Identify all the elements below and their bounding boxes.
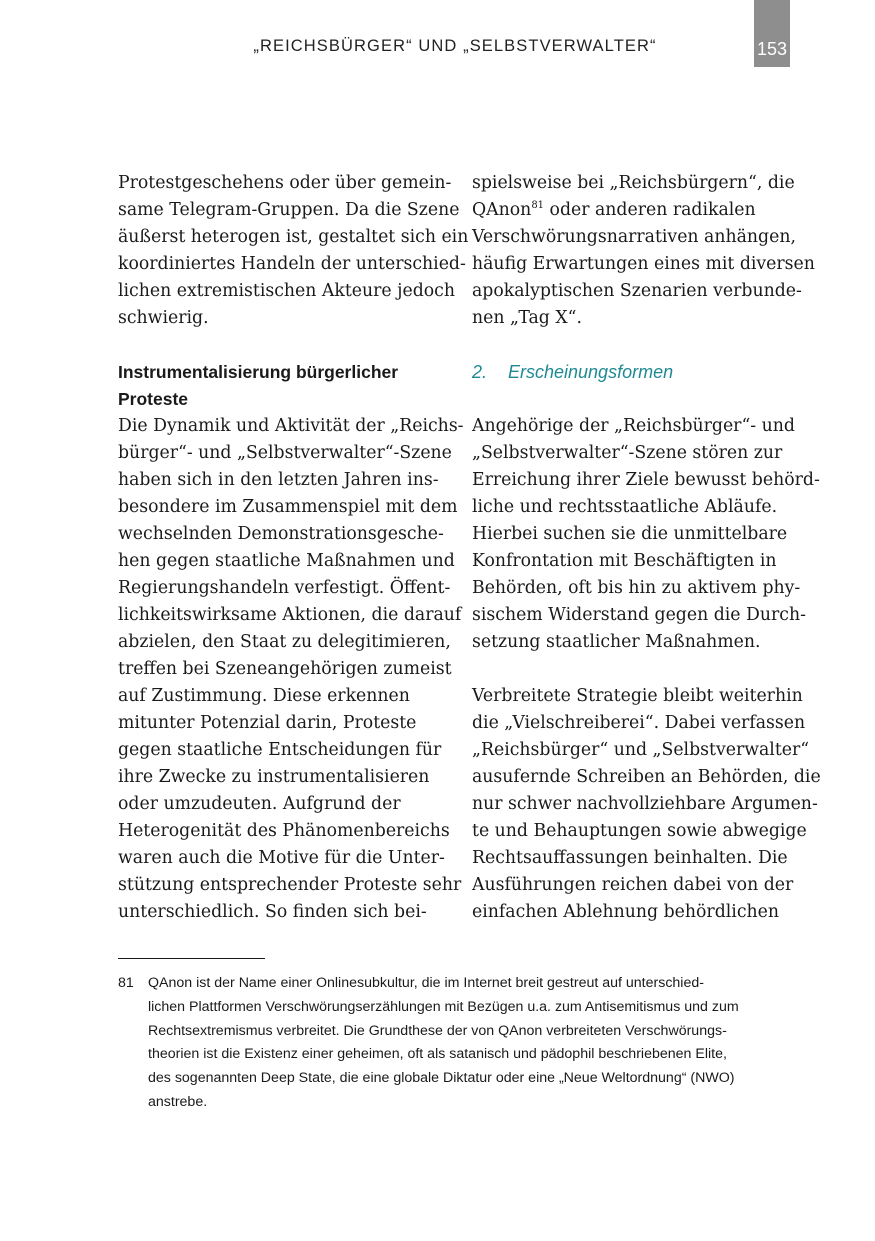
text-line: lichkeitswirksame Aktionen, die darauf (118, 605, 462, 625)
footnote-line: lichen Plattformen Verschwörungserzählungen mit Bezügen u.a. zum Antisemitismus und zum (148, 998, 739, 1015)
text-line: waren auch die Motive für die Unter- (118, 848, 445, 868)
text-line: oder umzudeuten. Aufgrund der (118, 794, 401, 814)
text-line: Angehörige der „Reichsbürger“- und (472, 416, 795, 436)
text-line: same Telegram-Gruppen. Da die Szene (118, 200, 460, 220)
right-paragraph-2 (472, 413, 820, 656)
footnote-line: des sogenannten Deep State, die eine globale Diktatur oder eine „Neue Weltordnung“ (NWO) (148, 1070, 735, 1087)
text-fragment: QAnon (472, 200, 532, 220)
text-line: haben sich in den letzten Jahren ins- (118, 470, 439, 490)
right-paragraph-1 (472, 170, 815, 332)
left-paragraph-2 (118, 413, 464, 926)
text-line: wechselnden Demonstrationsgesche- (118, 524, 444, 544)
footnote-reference[interactable]: 81 (531, 200, 545, 212)
text-line: ihre Zwecke zu instrumentalisieren (118, 767, 430, 787)
text-line: Ausführungen reichen dabei von der (472, 875, 794, 895)
footnote-line: theorien ist die Existenz einer geheimen, oft als satanisch und pädophil beschriebenen Elite, (148, 1046, 727, 1063)
text-line: besondere im Zusammenspiel mit dem (118, 497, 458, 517)
text-line: Behörden, oft bis hin zu aktivem phy- (472, 578, 801, 598)
text-line: spielsweise bei „Reichsbürgern“, die (472, 173, 795, 193)
text-line: Die Dynamik und Aktivität der „Reichs- (118, 416, 464, 436)
subheading-instrumentalisierung (118, 359, 438, 413)
footnote-number: 81 (118, 975, 134, 991)
text-line: „Selbstverwalter“-Szene stören zur (472, 443, 783, 463)
text-line: setzung staatlicher Maßnahmen. (472, 632, 761, 652)
text-line: sischem Widerstand gegen die Durch- (472, 605, 806, 625)
page-number-label: 153 (756, 39, 788, 59)
text-line: Konfrontation mit Beschäftigten in (472, 551, 777, 571)
text-line: Rechtsauffassungen beinhalten. Die (472, 848, 788, 868)
subheading-line: Instrumentalisierung bürgerlicher (118, 362, 399, 382)
footnote-line: QAnon ist der Name einer Onlinesubkultur, die im Internet breit gestreut auf unterschied- (148, 975, 704, 991)
text-line: abzielen, den Staat zu delegitimieren, (118, 632, 451, 652)
text-line: gegen staatliche Entscheidungen für (118, 740, 442, 760)
text-line: ausufernde Schreiben an Behörden, die (472, 767, 821, 787)
text-line: apokalyptischen Szenarien verbunde- (472, 281, 802, 301)
text-line: schwierig. (118, 308, 209, 328)
text-line: unterschiedlich. So finden sich bei- (118, 902, 427, 922)
text-line: Protestgeschehens oder über gemein- (118, 173, 452, 193)
section-number: 2. (472, 362, 488, 382)
text-line (472, 197, 792, 224)
left-paragraph-1 (118, 170, 469, 332)
text-line: Erreichung ihrer Ziele bewusst behörd- (472, 470, 820, 490)
footnote-text (148, 972, 798, 1115)
footnote-81 (118, 972, 798, 1115)
page-number (754, 0, 790, 67)
text-line: einfachen Ablehnung behördlichen (472, 902, 779, 922)
section-title: Erscheinungsformen (508, 362, 674, 382)
right-column (472, 170, 821, 926)
footnote-line: anstrebe. (148, 1093, 208, 1110)
text-line: bürger“- und „Selbstverwalter“-Szene (118, 443, 452, 463)
left-column (118, 170, 469, 926)
text-line: nen „Tag X“. (472, 308, 582, 328)
text-line: Heterogenität des Phänomenbereichs (118, 821, 450, 841)
text-line: die „Vielschreiberei“. Dabei verfassen (472, 713, 806, 733)
text-fragment: oder anderen radikalen (544, 200, 756, 220)
text-line: liche und rechtsstaatliche Abläufe. (472, 497, 778, 517)
text-line: häufig Erwartungen eines mit diversen (472, 254, 815, 274)
text-line: te und Behauptungen sowie abwegige (472, 821, 807, 841)
running-header: „REICHSBÜRGER“ UND „SELBSTVERWALTER“ (253, 37, 657, 55)
text-line: nur schwer nachvollziehbare Argumen- (472, 794, 818, 814)
text-line: hen gegen staatliche Maßnahmen und (118, 551, 455, 571)
text-line: äußerst heterogen ist, gestaltet sich ein (118, 227, 469, 247)
section-heading-erscheinungsformen (472, 359, 792, 386)
text-line: treffen bei Szeneangehörigen zumeist (118, 659, 452, 679)
text-line: stützung entsprechender Proteste sehr (118, 875, 462, 895)
footnote-line: Rechtsextremismus verbreitet. Die Grundthese der von QAnon verbreiteten Verschwörungs- (148, 1022, 727, 1039)
text-line: Verbreitete Strategie bleibt weiterhin (472, 686, 803, 706)
text-line: lichen extremistischen Akteure jedoch (118, 281, 455, 301)
text-line: „Reichsbürger“ und „Selbstverwalter“ (472, 740, 810, 760)
text-line: auf Zustimmung. Diese erkennen (118, 686, 410, 706)
text-line: mitunter Potenzial darin, Proteste (118, 713, 417, 733)
right-paragraph-3 (472, 683, 821, 926)
text-line: Verschwörungsnarrativen anhängen, (472, 227, 796, 247)
text-line: koordiniertes Handeln der unterschied- (118, 254, 466, 274)
text-line: Hierbei suchen sie die unmittelbare (472, 524, 788, 544)
text-line: Regierungshandeln verfestigt. Öffent- (118, 578, 451, 598)
subheading-line: Proteste (118, 389, 189, 409)
footnote-divider (118, 958, 265, 959)
